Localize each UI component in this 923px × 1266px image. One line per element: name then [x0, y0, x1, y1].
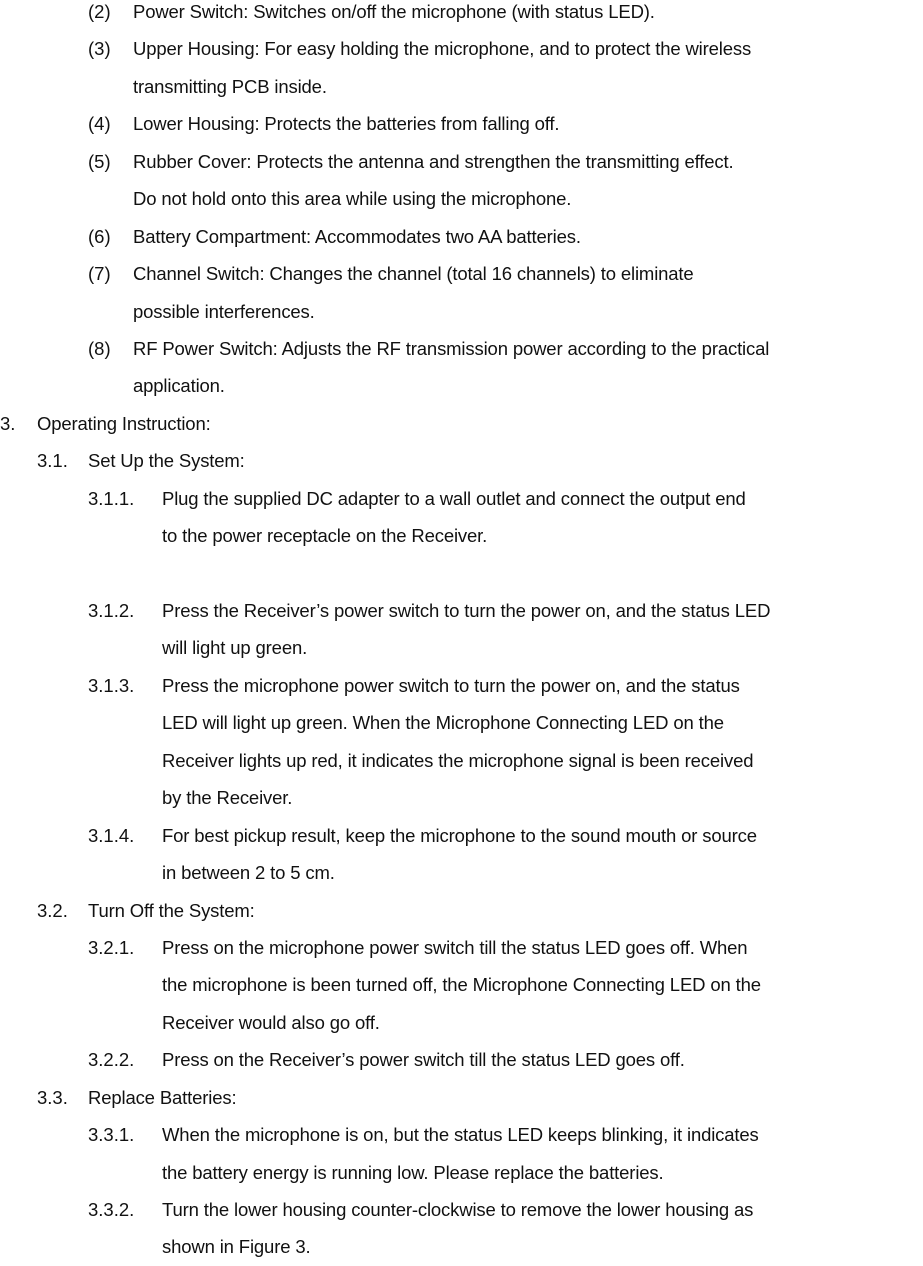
item-text: possible interferences.	[133, 300, 315, 322]
list-item	[0, 817, 923, 854]
list-item	[0, 1041, 923, 1078]
item-number: 3.1.2.	[88, 600, 135, 621]
list-item-continuation	[0, 854, 923, 891]
item-text: the battery energy is running low. Please replace the batteries.	[162, 1161, 664, 1183]
item-number: 3.2.1.	[88, 936, 135, 958]
item-text: Press on the Receiver’s power switch till the status LED goes off.	[162, 1049, 685, 1071]
item-number: (6)	[88, 225, 111, 247]
list-item	[0, 405, 923, 442]
list-item-continuation	[0, 966, 923, 1003]
item-text: Press the Receiver’s power switch to turn the power on, and the status LED	[162, 600, 771, 621]
list-item-continuation	[0, 1004, 923, 1041]
item-number: 3.2.	[37, 899, 68, 921]
item-number: (5)	[88, 150, 111, 172]
list-item	[0, 667, 923, 704]
item-number: (8)	[88, 337, 111, 359]
item-text: When the microphone is on, but the status LED keeps blinking, it indicates	[162, 1124, 759, 1146]
item-text: application.	[133, 375, 225, 397]
item-text: transmitting PCB inside.	[133, 75, 327, 97]
list-item-continuation	[0, 367, 923, 404]
list-item-continuation	[0, 180, 923, 217]
item-number: 3.3.1.	[88, 1124, 135, 1146]
list-item-continuation	[0, 68, 923, 105]
list-item-continuation	[0, 704, 923, 741]
item-number: 3.2.2.	[88, 1049, 135, 1071]
item-text: Do not hold onto this area while using the microphone.	[133, 188, 572, 210]
item-text: Replace Batteries:	[88, 1086, 237, 1108]
list-item	[0, 1116, 923, 1153]
item-text: shown in Figure 3.	[162, 1236, 311, 1258]
item-number: 3.1.1.	[88, 487, 135, 509]
list-item	[0, 442, 923, 479]
list-item-continuation	[0, 1228, 923, 1265]
item-text: Plug the supplied DC adapter to a wall outlet and connect the output end	[162, 487, 746, 509]
list-item-continuation	[0, 555, 923, 592]
list-item	[0, 30, 923, 67]
list-item	[0, 105, 923, 142]
item-text: Lower Housing: Protects the batteries from falling off.	[133, 113, 560, 135]
item-number: 3.3.	[37, 1086, 68, 1108]
item-number: (4)	[88, 113, 111, 135]
list-item-continuation	[0, 1154, 923, 1191]
item-number: 3.3.2.	[88, 1199, 135, 1220]
item-text: Upper Housing: For easy holding the microphone, and to protect the wireless	[133, 38, 752, 60]
item-text: LED will light up green. When the Microphone Connecting LED on the	[162, 712, 724, 734]
list-item	[0, 929, 923, 966]
list-item	[0, 892, 923, 929]
list-item	[0, 218, 923, 255]
item-number: (2)	[88, 1, 111, 22]
list-item-continuation	[0, 517, 923, 554]
list-item	[0, 143, 923, 180]
item-text: in between 2 to 5 cm.	[162, 862, 335, 884]
item-text: Receiver would also go off.	[162, 1011, 380, 1033]
list-item	[0, 1191, 923, 1228]
item-number: (3)	[88, 38, 111, 60]
list-item	[0, 1079, 923, 1116]
list-item	[0, 255, 923, 292]
item-text: Turn the lower housing counter-clockwise to remove the lower housing as	[162, 1199, 754, 1220]
item-text: by the Receiver.	[162, 787, 293, 809]
item-text: Press on the microphone power switch till the status LED goes off. When	[162, 936, 748, 958]
item-text: Receiver lights up red, it indicates the microphone signal is been received	[162, 749, 754, 771]
list-item-continuation	[0, 742, 923, 779]
list-item	[0, 480, 923, 517]
list-item	[0, 330, 923, 367]
item-text: will light up green.	[162, 637, 308, 659]
item-text: Operating Instruction:	[37, 412, 211, 434]
item-text: For best pickup result, keep the microphone to the sound mouth or source	[162, 824, 757, 846]
item-number: 3.1.4.	[88, 824, 135, 846]
item-text: the microphone is been turned off, the Microphone Connecting LED on the	[162, 974, 761, 996]
item-text: Channel Switch: Changes the channel (total 16 channels) to eliminate	[133, 263, 694, 285]
item-number: 3.	[0, 412, 16, 434]
item-text: Turn Off the System:	[88, 899, 255, 921]
item-text: RF Power Switch: Adjusts the RF transmission power according to the practical	[133, 337, 770, 359]
item-number: 3.1.3.	[88, 674, 135, 696]
item-number: 3.1.	[37, 450, 68, 472]
item-text: Rubber Cover: Protects the antenna and strengthen the transmitting effect.	[133, 150, 734, 172]
list-item	[0, 592, 923, 629]
list-item-continuation	[0, 629, 923, 666]
list-item	[0, 0, 923, 30]
item-text: Battery Compartment: Accommodates two AA batteries.	[133, 225, 581, 247]
item-text: Press the microphone power switch to turn the power on, and the status	[162, 674, 740, 696]
item-text: Power Switch: Switches on/off the microphone (with status LED).	[133, 1, 655, 22]
list-item-continuation	[0, 293, 923, 330]
item-text: Set Up the System:	[88, 450, 245, 472]
list-item-continuation	[0, 779, 923, 816]
item-number: (7)	[88, 263, 111, 285]
item-text: to the power receptacle on the Receiver.	[162, 525, 488, 547]
